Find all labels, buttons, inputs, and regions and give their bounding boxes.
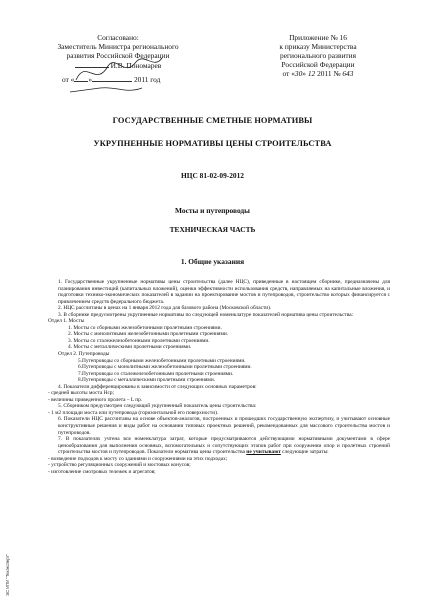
approval-title: Согласовано: <box>97 33 139 42</box>
paragraph-3: 3. В сборнике предусмотрены укрупненные нормативы по следующей номенклатуре показателей норматива цены строительства: <box>58 311 354 318</box>
list-item: 6.Путепроводы с монолитными железобетонными пролетными строениями. <box>78 364 252 371</box>
list-item: 8.Путепроводы с металлическими пролетными строениями. <box>78 377 216 384</box>
appendix-day: 30 <box>294 69 303 78</box>
approval-name: И.В. Пономарев <box>110 61 162 70</box>
department-1: Отдел 1. Мосты <box>48 318 85 325</box>
paragraph-5a: - 1 м2 площади моста или путепровода (горизонтальной его поверхности). <box>48 409 219 416</box>
appendix-title: Приложение № 16 <box>289 33 347 42</box>
body-text <box>48 279 390 475</box>
paragraph-2: 2. НЦС рассчитаны в ценах на 1 января 2012 года для базового района (Московской области). <box>58 305 272 312</box>
approval-line1: Заместитель Министра регионального <box>57 42 179 51</box>
paragraph-4b: - величины приведенного пролета – L пр. <box>48 396 143 403</box>
paragraph-7c: - изготовление смотровых тележек и агрегатов; <box>48 468 156 475</box>
approval-signature <box>66 48 176 98</box>
appendix-line3: Российской Федерации <box>281 60 355 69</box>
approval-date: от « » 2011 год <box>62 75 161 84</box>
department-2: Отдел 2. Путепроводы <box>58 351 110 358</box>
heading-2: УКРУПНЕННЫЕ НОРМАТИВЫ ЦЕНЫ СТРОИТЕЛЬСТВА <box>93 139 332 148</box>
appendix-number: 643 <box>342 69 354 78</box>
paragraph-6: 6. Показатели НЦС рассчитаны на основе объектов-аналогов, построенных и прошедших государственную экспертизу, и учитывают основные конструктивные решения и виды работ на основании типовых проектных решений, рекомендованных для массового строительства мостов и путепроводов. <box>58 416 390 436</box>
list-item: 3. Мосты со сталежелезобетонными пролетными строениями. <box>68 337 210 344</box>
paragraph-7a: - возведение подходов к мосту со зданиями и сооружениями на этих подходах; <box>48 455 228 462</box>
appendix-line2: регионального развития <box>280 51 356 60</box>
list-item: 1. Мосты со сборными железобетонными пролетными строениями. <box>68 324 222 331</box>
paragraph-4: 4. Показатели дифференцированы в зависимости от следующих основных параметров: <box>58 383 257 390</box>
appendix-line1: к приказу Министерства <box>279 42 357 51</box>
side-note: ЭС ИПИ "Техэксперт" <box>5 554 10 596</box>
section-title: 1. Общие указания <box>180 257 245 266</box>
subject-title: Мосты и путепроводы <box>175 206 250 215</box>
list-item: 7.Путепроводы со сталежелезобетонными пролетными строениями. <box>78 370 234 377</box>
paragraph-4a: - средней высоты моста Нср; <box>48 390 115 397</box>
paragraph-1: 1. Государственные укрупненные нормативы цены строительства (далее НЦС), приведенные в настоящем сборнике, предназначены для планирования инвестиций (капитальных вложений), оценки эффективности использования средств, направляемых на капитальные вложения, и подготовки технико-экономических показателей в задании на проектирование мостов и путепроводов, строительство которых финансируется с привлечением средств федерального бюджета. <box>58 279 390 305</box>
list-item: 5.Путепроводы со сборными железобетонными пролетными строениями. <box>78 357 246 364</box>
heading-1: ГОСУДАРСТВЕННЫЕ СМЕТНЫЕ НОРМАТИВЫ <box>112 116 313 125</box>
approval-line2: развития Российской Федерации <box>66 51 170 60</box>
not-included-emphasis: не учитывают <box>246 449 281 456</box>
appendix-month: 12 <box>307 69 316 78</box>
appendix-date: от «30» 12 2011 № 643 <box>282 69 354 78</box>
appendix-block <box>248 33 388 78</box>
paragraph-7b: - устройство регуляционных сооружений и мостовых конусов; <box>48 462 191 469</box>
list-item: 4. Мосты с металлическими пролетными строениями. <box>68 344 192 351</box>
list-item: 2. Мосты с монолитными железобетонными пролетными строениями. <box>68 331 229 338</box>
paragraph-5: 5. Сборником предусмотрен следующий укрупненный показатель цены строительства: <box>58 403 257 410</box>
paragraph-7: 7. В показателях учтена вся номенклатура затрат, которые предусматриваются действующими нормативными документами в сфере ценообразования для выполнения основных, вспомогательных и сопутствующих этапов работ при сооружении опор и пролетных строений строительства мостов и путепроводов. Показатели норматива цены строительства не учитывают следующие затраты: <box>58 436 390 456</box>
document-code: НЦС 81-02-09-2012 <box>180 171 245 180</box>
part-title: ТЕХНИЧЕСКАЯ ЧАСТЬ <box>169 225 256 234</box>
